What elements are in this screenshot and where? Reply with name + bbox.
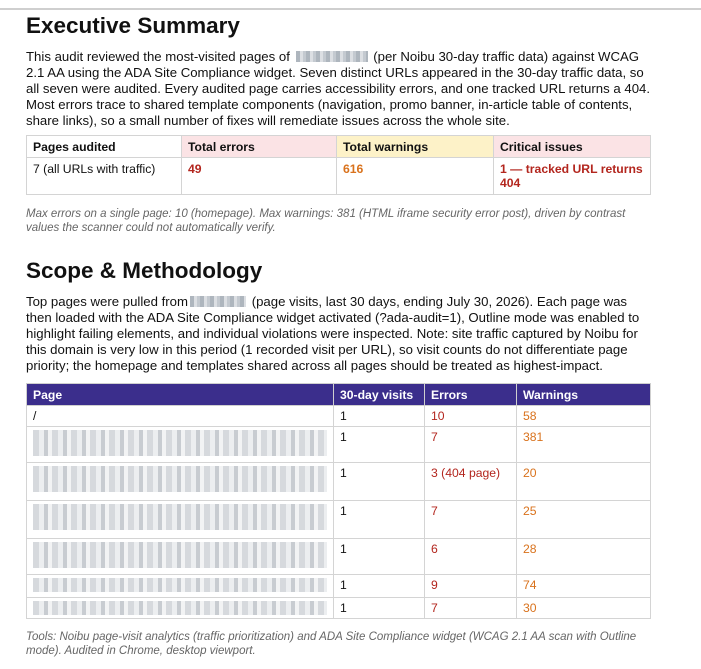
redacted-url <box>33 504 327 530</box>
page-url-redacted <box>27 539 334 575</box>
page-visits: 1 <box>334 539 425 575</box>
pages-header-errors: Errors <box>425 384 517 406</box>
redacted-url <box>33 601 327 615</box>
scope-part-b: (page visits, last 30 days, ending July 30, 2026). Each page was then loaded with the ADA Site Compliance widget activated (?ada-audit=1), Outline mode was enabled to highlight failing elements, and individual violations were inspected. Note: site traffic captured by Noibu for this domain is very low in this period (1 recorded visit per URL), so visit counts do not differentiate page priority; the homepage and templates shared across all pages should be treated as highest-impact. <box>26 294 640 373</box>
summary-header-critical: Critical issues <box>494 136 651 158</box>
page-warnings: 25 <box>517 501 651 539</box>
summary-pages-value: 7 (all URLs with traffic) <box>27 158 182 195</box>
executive-summary-heading: Executive Summary <box>26 13 240 38</box>
page-errors: 10 <box>425 406 517 427</box>
table-row <box>27 406 651 427</box>
summary-header-pages: Pages audited <box>27 136 182 158</box>
summary-value-row <box>27 158 651 195</box>
pages-header-warnings: Warnings <box>517 384 651 406</box>
table-row <box>27 463 651 501</box>
redacted-site-name <box>296 51 368 62</box>
summary-header-errors: Total errors <box>182 136 337 158</box>
page-errors: 9 <box>425 575 517 598</box>
scope-part-a: Top pages were pulled from <box>26 294 189 309</box>
table-row <box>27 539 651 575</box>
table-row <box>27 427 651 463</box>
tools-footer-note: Tools: Noibu page-visit analytics (traffic prioritization) and ADA Site Compliance widget (WCAG 2.1 AA scan with Outline mode). Audited in Chrome, desktop viewport. <box>26 631 637 657</box>
page-warnings: 74 <box>517 575 651 598</box>
page-visits: 1 <box>334 463 425 501</box>
page-warnings: 30 <box>517 598 651 619</box>
scope-text <box>26 294 651 374</box>
page-url-redacted <box>27 463 334 501</box>
page-warnings: 28 <box>517 539 651 575</box>
intro-part-b: (per Noibu 30-day traffic data) against WCAG 2.1 AA using the ADA Site Compliance widget. Seven distinct URLs appeared in the 30-day traffic data, so all seven were audited. Every audited page carries accessibility errors, and one tracked URL returns a 404. Most errors trace to shared template components (navigation, promo banner, in-article table of contents, share links), so a small number of fixes will remediate issues across the whole site. <box>26 49 651 128</box>
redacted-tool-name <box>190 296 246 307</box>
table-row <box>27 501 651 539</box>
page-errors: 6 <box>425 539 517 575</box>
summary-note: Max errors on a single page: 10 (homepage). Max warnings: 381 (HTML iframe security error post), driven by contrast values the scanner could not automatically verify. <box>26 208 626 234</box>
summary-warnings-value: 616 <box>337 158 494 195</box>
page-visits: 1 <box>334 427 425 463</box>
page-warnings: 58 <box>517 406 651 427</box>
intro-part-a: This audit reviewed the most-visited pages of <box>26 49 290 64</box>
summary-header-row <box>27 136 651 158</box>
page-warnings: 381 <box>517 427 651 463</box>
page-visits: 1 <box>334 406 425 427</box>
pages-header-page: Page <box>27 384 334 406</box>
summary-critical-value: 1 — tracked URL returns 404 <box>494 158 651 195</box>
page-errors: 3 (404 page) <box>425 463 517 501</box>
page-url-redacted <box>27 427 334 463</box>
page-url-redacted <box>27 598 334 619</box>
scope-heading: Scope & Methodology <box>26 258 263 283</box>
pages-table <box>26 383 651 619</box>
redacted-url <box>33 542 327 568</box>
pages-header-row <box>27 384 651 406</box>
summary-table <box>26 135 651 195</box>
page-url: / <box>27 406 334 427</box>
summary-header-warnings: Total warnings <box>337 136 494 158</box>
redacted-url <box>33 430 327 456</box>
page-warnings: 20 <box>517 463 651 501</box>
page-visits: 1 <box>334 575 425 598</box>
table-row <box>27 575 651 598</box>
report-page <box>26 10 651 658</box>
redacted-url <box>33 578 327 592</box>
executive-summary-text <box>26 49 651 129</box>
page-errors: 7 <box>425 501 517 539</box>
page-visits: 1 <box>334 501 425 539</box>
page-errors: 7 <box>425 427 517 463</box>
redacted-url <box>33 466 327 492</box>
page-url-redacted <box>27 501 334 539</box>
pages-header-visits: 30-day visits <box>334 384 425 406</box>
page-visits: 1 <box>334 598 425 619</box>
summary-errors-value: 49 <box>182 158 337 195</box>
page-errors: 7 <box>425 598 517 619</box>
page-url-redacted <box>27 575 334 598</box>
table-row <box>27 598 651 619</box>
